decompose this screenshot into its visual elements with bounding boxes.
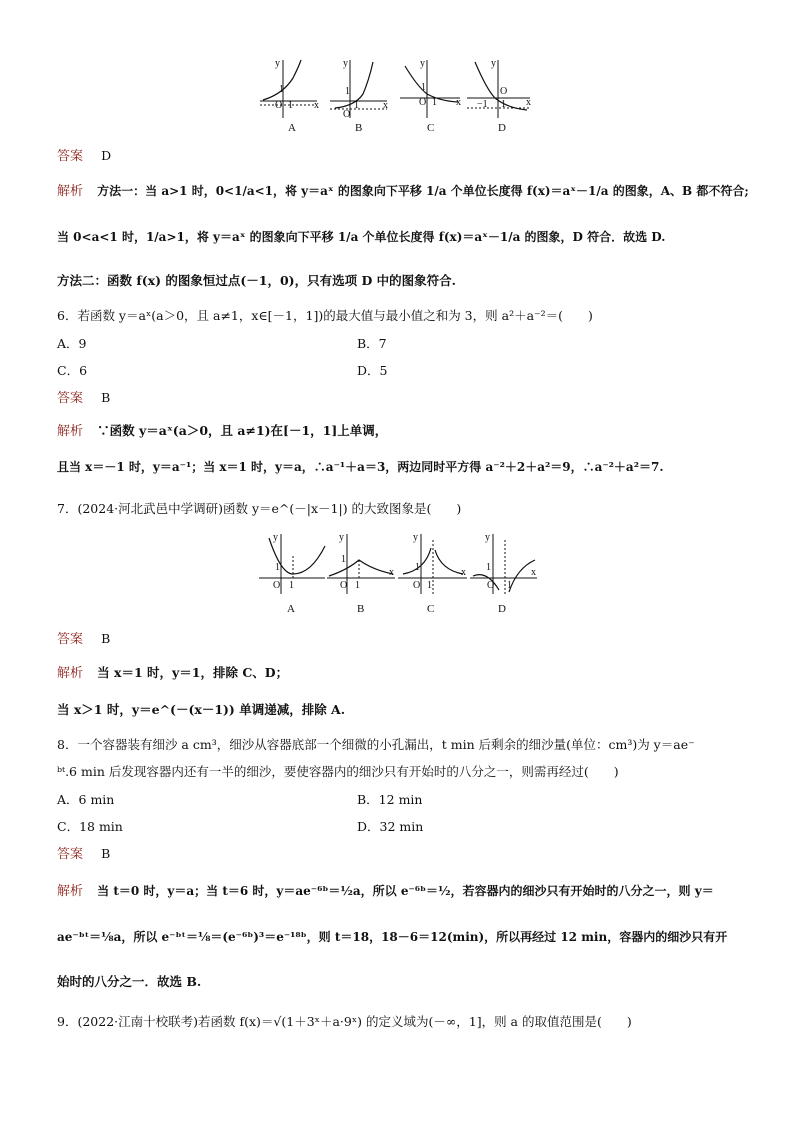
q6-option-b: B．7: [357, 336, 387, 351]
svg-text:−1: −1: [477, 99, 488, 110]
q7-graph-c: [398, 534, 467, 594]
q9-stem: 9．(2022·江南十校联考)若函数 f(x)＝√(1＋3ˣ＋a·9ˣ) 的定义域为(－∞，1]，则 a 的取值范围是( ): [57, 1014, 632, 1029]
q6-analysis-line2: 且当 x＝－1 时，y＝a⁻¹；当 x＝1 时，y＝a，∴a⁻¹＋a＝3，两边同时平方得 a⁻²＋2＋a²＝9，∴a⁻²＋a²＝7.: [57, 460, 664, 474]
q5-graph-c: [400, 60, 460, 118]
svg-text:x: x: [526, 97, 531, 108]
svg-text:1: 1: [345, 86, 350, 97]
q7-graph-b: [327, 534, 395, 594]
q7-answer-row: [57, 628, 110, 647]
svg-text:1: 1: [421, 82, 426, 93]
answer-value: B: [101, 390, 111, 405]
q7-label-a: A: [287, 603, 295, 615]
q7-label-c: C: [427, 603, 435, 615]
svg-text:x: x: [456, 97, 461, 108]
q7-graph-d: [470, 534, 537, 594]
answer-value: D: [101, 148, 112, 163]
svg-text:1: 1: [288, 100, 293, 111]
svg-text:y: y: [343, 58, 348, 69]
svg-text:1: 1: [415, 562, 420, 573]
svg-text:x: x: [383, 100, 388, 111]
svg-text:y: y: [491, 58, 496, 69]
q6-option-a: A．9: [57, 336, 87, 351]
q5-analysis-line1: 解析 方法一：当 a>1 时，0<1/a<1，将 y＝aˣ 的图象向下平移 1/a 个单位长度得 f(x)＝aˣ－1/a 的图象，A、B 都不符合;: [57, 184, 749, 199]
q5-analysis-line2: 当 0<a<1 时，1/a>1，将 y＝aˣ 的图象向下平移 1/a 个单位长度得 f(x)＝aˣ－1/a 的图象，D 符合．故选 D.: [57, 230, 666, 244]
svg-text:1: 1: [507, 580, 512, 591]
svg-text:O: O: [340, 580, 348, 591]
q6-answer-row: [57, 387, 110, 406]
q5-label-a: A: [288, 122, 296, 134]
q7-label-b: B: [357, 603, 365, 615]
svg-text:1: 1: [432, 97, 437, 108]
svg-text:x: x: [389, 567, 394, 578]
q8-analysis-line1: 解析 当 t＝0 时，y＝a；当 t＝6 时，y＝ae⁻⁶ᵇ＝½a，所以 e⁻⁶ᵇ＝½，若容器内的细沙只有开始时的八分之一，则 y＝: [57, 884, 714, 899]
answer-value: B: [101, 631, 111, 646]
svg-text:y: y: [339, 532, 344, 543]
q8-answer-row: [57, 843, 110, 862]
svg-text:O: O: [487, 580, 495, 591]
svg-text:1: 1: [354, 100, 359, 111]
svg-text:y: y: [413, 532, 418, 543]
svg-text:y: y: [485, 532, 490, 543]
q5-analysis-line3: 方法二：函数 f(x) 的图象恒过点(－1，0)，只有选项 D 中的图象符合.: [57, 273, 456, 288]
svg-text:1: 1: [279, 84, 284, 95]
answer-label: 答案: [57, 632, 84, 647]
svg-text:y: y: [275, 58, 280, 69]
svg-text:O: O: [343, 109, 351, 120]
q7-label-d: D: [498, 603, 506, 615]
answer-label: 答案: [57, 149, 84, 164]
q7-stem: 7．(2024·河北武邑中学调研)函数 y＝e^(－|x－1|) 的大致图象是( ): [57, 501, 462, 516]
q5-label-c: C: [427, 122, 435, 134]
q8-analysis-line3: 始时的八分之一．故选 B.: [57, 974, 202, 989]
svg-text:O: O: [413, 580, 421, 591]
svg-text:1: 1: [427, 580, 432, 591]
svg-text:O: O: [419, 97, 427, 108]
q8-stem-line2: ᵇᵗ.6 min 后发现容器内还有一半的细沙，要使容器内的细沙只有开始时的八分之一，则需再经过( ): [57, 764, 619, 779]
svg-text:1: 1: [289, 580, 294, 591]
q8-option-b: B．12 min: [357, 792, 423, 807]
q5-answer-row: [57, 145, 111, 164]
q7-graphs: [255, 530, 540, 620]
svg-text:O: O: [275, 100, 283, 111]
q8-option-a: A．6 min: [57, 792, 115, 807]
svg-text:y: y: [420, 58, 425, 69]
svg-text:1: 1: [275, 562, 280, 573]
svg-text:1: 1: [486, 562, 491, 573]
q7-analysis-line2: 当 x＞1 时，y＝e^(－(x－1)) 单调递减，排除 A.: [57, 702, 346, 717]
answer-value: B: [101, 846, 111, 861]
q6-analysis-line1: 解析 ∵函数 y＝aˣ(a＞0，且 a≠1)在[－1，1]上单调，: [57, 423, 388, 439]
q5-graphs: [255, 56, 535, 136]
svg-text:y: y: [273, 532, 278, 543]
q8-option-c: C．18 min: [57, 819, 123, 834]
q6-stem: 6．若函数 y＝aˣ(a＞0，且 a≠1，x∈[－1，1])的最大值与最小值之和为 3，则 a²＋a⁻²＝( ): [57, 308, 593, 323]
q6-option-d: D．5: [357, 363, 388, 378]
svg-text:x: x: [461, 567, 466, 578]
q7-analysis-line1: 解析 当 x＝1 时，y＝1，排除 C、D；: [57, 665, 289, 681]
q8-stem-line1: 8．一个容器装有细沙 a cm³，细沙从容器底部一个细微的小孔漏出，t min 后剩余的细沙量(单位：cm³)为 y＝ae⁻: [57, 737, 695, 752]
q8-option-d: D．32 min: [357, 819, 424, 834]
answer-label: 答案: [57, 847, 84, 862]
svg-text:O: O: [273, 580, 281, 591]
svg-text:1: 1: [355, 580, 360, 591]
svg-text:1: 1: [341, 554, 346, 565]
q6-option-c: C．6: [57, 363, 88, 378]
q5-label-b: B: [355, 122, 363, 134]
answer-label: 答案: [57, 391, 84, 406]
q8-analysis-line2: ae⁻ᵇᵗ＝⅛a，所以 e⁻ᵇᵗ＝⅛＝(e⁻⁶ᵇ)³＝e⁻¹⁸ᵇ，则 t＝18，18－6＝12(min)，所以再经过 12 min，容器内的细沙只有开: [57, 930, 728, 944]
svg-text:x: x: [531, 567, 536, 578]
q5-label-d: D: [498, 122, 506, 134]
svg-text:O: O: [500, 86, 508, 97]
svg-text:x: x: [314, 100, 319, 111]
svg-text:1: 1: [501, 99, 506, 110]
